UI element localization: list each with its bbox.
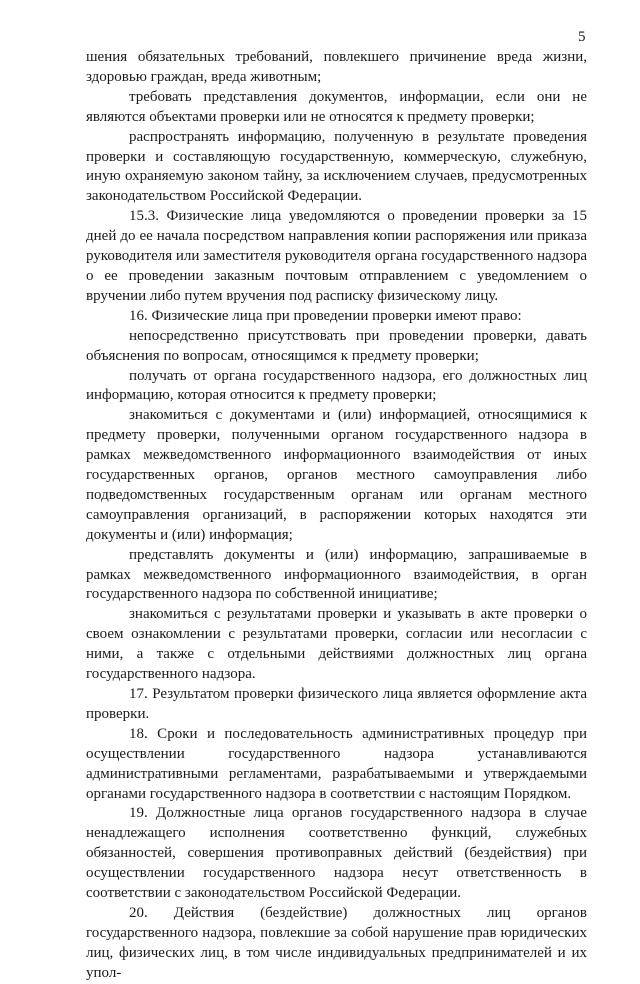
paragraph: распространять информацию, полученную в результате проведения проверки и составляющую государственную, коммерческую, служебную, иную охраняемую законом тайну, за исключением случаев, предусмотренных законодательством Российской Федерации. xyxy=(86,128,587,205)
paragraph: представлять документы и (или) информацию, запрашиваемые в рамках межведомственного информационного взаимодействия, в орган государственного надзора по собственной инициативе; xyxy=(86,546,587,603)
paragraph: знакомиться с результатами проверки и указывать в акте проверки о своем ознакомлении с результатами проверки, согласии или несогласии с ними, а также с отдельными действиями должностных лиц органа государственного надзора. xyxy=(86,606,587,683)
document-body xyxy=(86,48,587,984)
paragraph-20: 20. Действия (бездействие) должностных лиц органов государственного надзора, повлекшие за собой нарушение прав юридических лиц, физических лиц, в том числе индивидуальных предпринимателей и их упол- xyxy=(86,904,587,981)
paragraph: получать от органа государственного надзора, его должностных лиц информацию, которая относится к предмету проверки; xyxy=(86,367,587,404)
paragraph: непосредственно присутствовать при проведении проверки, давать объяснения по вопросам, относящимся к предмету проверки; xyxy=(86,327,587,364)
paragraph-17: 17. Результатом проверки физического лица является оформление акта проверки. xyxy=(86,686,587,722)
paragraph-16: 16. Физические лица при проведении проверки имеют право: xyxy=(129,307,522,324)
paragraph: требовать представления документов, информации, если они не являются объектами проверки или не относятся к предмету проверки; xyxy=(86,88,587,125)
paragraph-18: 18. Сроки и последовательность административных процедур при осуществлении государственного надзора устанавливаются административными регламентами, разрабатываемыми и утверждаемыми органами государственного надзора в соответствии с настоящим Порядком. xyxy=(86,725,587,802)
paragraph: знакомиться с документами и (или) информацией, относящимися к предмету проверки, полученными органом государственного надзора в рамках межведомственного информационного взаимодействия от иных государственных органов, органов местного самоуправления либо подведомственных государственным органам или органам местного самоуправления организаций, в распоряжении которых находятся эти документы и (или) информация; xyxy=(86,407,587,543)
paragraph-continuation: шения обязательных требований, повлекшего причинение вреда жизни, здоровью граждан, вреда животным; xyxy=(86,49,587,85)
page-number: 5 xyxy=(578,29,586,45)
paragraph-15-3: 15.3. Физические лица уведомляются о проведении проверки за 15 дней до ее начала посредством направления копии распоряжения или приказа руководителя или заместителя руководителя органа государственного надзора о ее проведении заказным почтовым отправлением с уведомлением о вручении либо путем вручения под расписку физическому лицу. xyxy=(86,208,587,304)
paragraph-19: 19. Должностные лица органов государственного надзора в случае ненадлежащего исполнения соответственно функций, служебных обязанностей, совершения противоправных действий (бездействия) при осуществлении государственного надзора несут ответственность в соответствии с законодательством Российской Федерации. xyxy=(86,805,587,902)
